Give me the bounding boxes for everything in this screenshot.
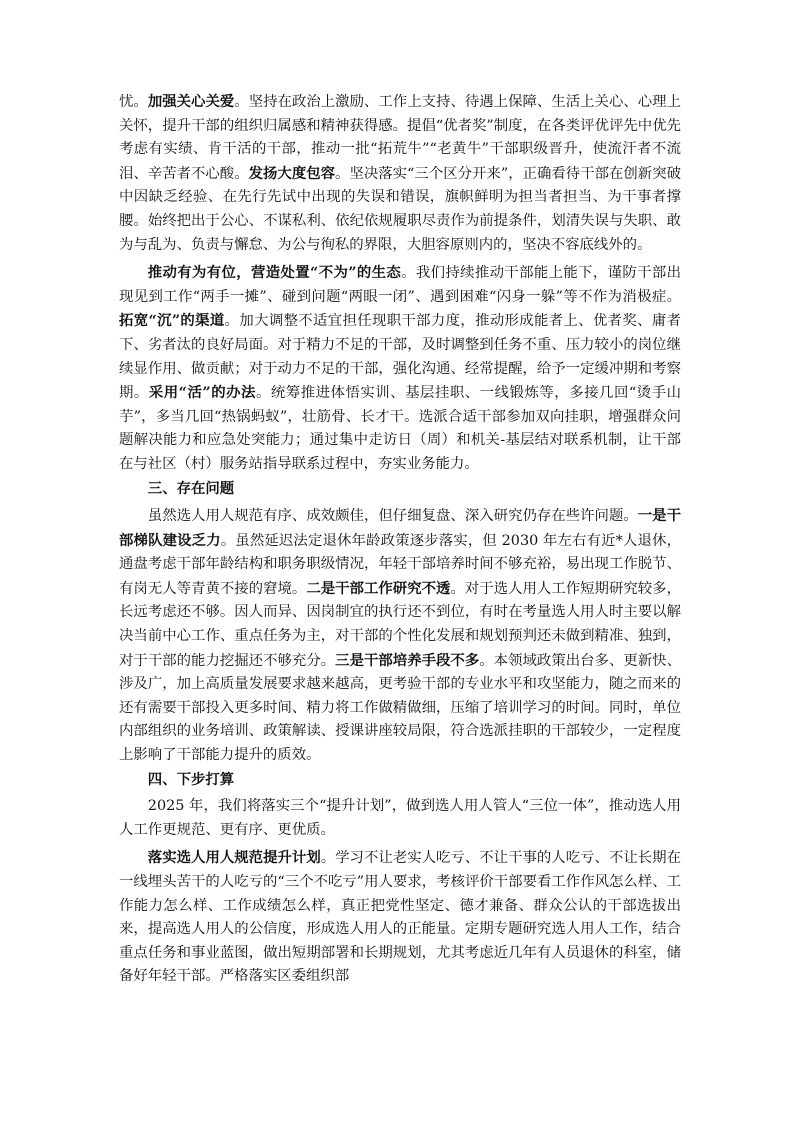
bold-phrase: 落实选人用人规范提升计划 (147, 849, 321, 867)
text-run: 2025 年，我们将落实三个“提升计划”，做到选人用人管人“三位一体”，推动选人用人工作更规范、更有序、更优质。 (119, 798, 681, 838)
text-run: 忧。 (119, 94, 148, 110)
document-page (119, 90, 681, 989)
text-run: 。坚决落实“三个区分开来”，正确看待干部在创新突破中因缺乏经验、在先行先试中出现的失误和错误，旗帜鲜明为担当者担当、为干事者撑腰。始终把出于公心、不谋私利、依纪依规履职尽责作为前提条件，划清失误与失职、敢为与乱为、负责与懈怠、为公与徇私的界限，大胆容原则内的，坚决不容底线外的。 (119, 165, 681, 253)
bold-phrase: 一是干部梯队建设乏力 (119, 507, 681, 549)
bold-phrase: 四、下步打算 (147, 770, 235, 788)
paragraph (119, 504, 681, 768)
text-run: 。本领域政策出台多、更新快、涉及广，加上高质量发展要求越来越高，更考验干部的专业水平和攻坚能力，随之而来的还有需要干部投入更多时间、精力将工作做精做细，压缩了培训学习的时间。同时，单位内部组织的业务培训、政策解读、授课讲座较局限，符合选派挂职的干部较少，一定程度上影响了干部能力提升的质效。 (119, 652, 681, 764)
bold-phrase: 三是干部培养手段不多 (335, 651, 480, 669)
text-run: 。坚持在政治上激励、工作上支持、待遇上保障、生活上关心、心理上关怀，提升干部的组织归属感和精神获得感。提倡“优者奖”制度，在各类评优评先中优先考虑有实绩、肯干活的干部，推动一批“拓荒牛”“老黄牛”干部职级晋升，使流汗者不流泪、辛苦者不心酸。 (119, 94, 681, 182)
bold-phrase: 发扬大度包容 (248, 164, 336, 182)
text-run: 。统筹推进体悟实训、基层挂职、一线锻炼等，多接几回“烫手山芋”，多当几回“热锅蚂蚁”，壮筋骨、长才干。选派合适干部参加双向挂职，增强群众问题解决能力和应急处突能力；通过集中走访日（周）和机关-基层结对联系机制，让干部在与社区（村）服务站指导联系过程中，夯实业务能力。 (119, 385, 682, 472)
bold-phrase: 三、存在问题 (147, 479, 235, 497)
section-heading (119, 477, 681, 501)
bold-phrase: 拓宽“沉”的渠道 (119, 312, 225, 330)
text-run: 。虽然延迟法定退休年龄政策逐步落实，但 2030 年左右有近*人退休，通盘考虑干部年龄结构和职务职级情况，年轻干部培养时间不够充裕，易出现工作脱节、有岗无人等青黄不接的窘境。 (119, 532, 681, 597)
bold-phrase: 二是干部工作研究不透 (306, 579, 451, 597)
text-run: 。加大调整不适宜担任现职干部力度，推动形成能者上、优者奖、庸者下、劣者汰的良好局面。对于精力不足的干部，及时调整到任务不重、压力较小的岗位继续显作用、做贡献；对于动力不足的干部，强化沟通、经常提醒，给予一定缓冲期和考察期。 (119, 313, 681, 402)
bold-phrase: 采用“活”的办法 (148, 384, 256, 402)
bold-phrase: 推动有为有位，营造处置“不为”的生态 (147, 264, 402, 282)
paragraph (119, 846, 681, 989)
paragraph (119, 261, 681, 476)
text-run: 虽然选人用人规范有序、成效颇佳，但仔细复盘、深入研究仍存在些许问题。 (147, 508, 638, 525)
paragraph (119, 795, 681, 842)
text-run: 。我们持续推动干部能上能下，谨防干部出现见到工作“两手一摊”、碰到问题“两眼一闭”、遇到困难“闪身一躲”等不作为消极症。 (119, 265, 681, 305)
text-run: 。学习不让老实人吃亏、不让干事的人吃亏、不让长期在一线埋头苦干的人吃亏的“三个不吃亏”用人要求，考核评价干部要看工作作风怎么样、工作能力怎么样、工作成绩怎么样，真正把党性坚定、德才兼备、群众公认的干部选拔出来，提高选人用人的公信度，形成选人用人的正能量。定期专题研究选人用人工作，结合重点任务和事业蓝图，做出短期部署和长期规划，尤其考虑近几年有人员退休的科室，储备好年轻干部。严格落实区委组织部 (119, 850, 681, 985)
section-heading (119, 768, 681, 792)
text-run: 。对于选人用人工作短期研究较多，长远考虑还不够。因人而异、因岗制宜的执行还不到位，有时在考量选人用人时主要以解决当前中心工作、重点任务为主，对干部的个性化发展和规划预判还未做到精准、独到，对于干部的能力挖掘还不够充分。 (119, 580, 681, 669)
bold-phrase: 加强关心关爱 (147, 93, 235, 110)
paragraph (119, 90, 681, 257)
